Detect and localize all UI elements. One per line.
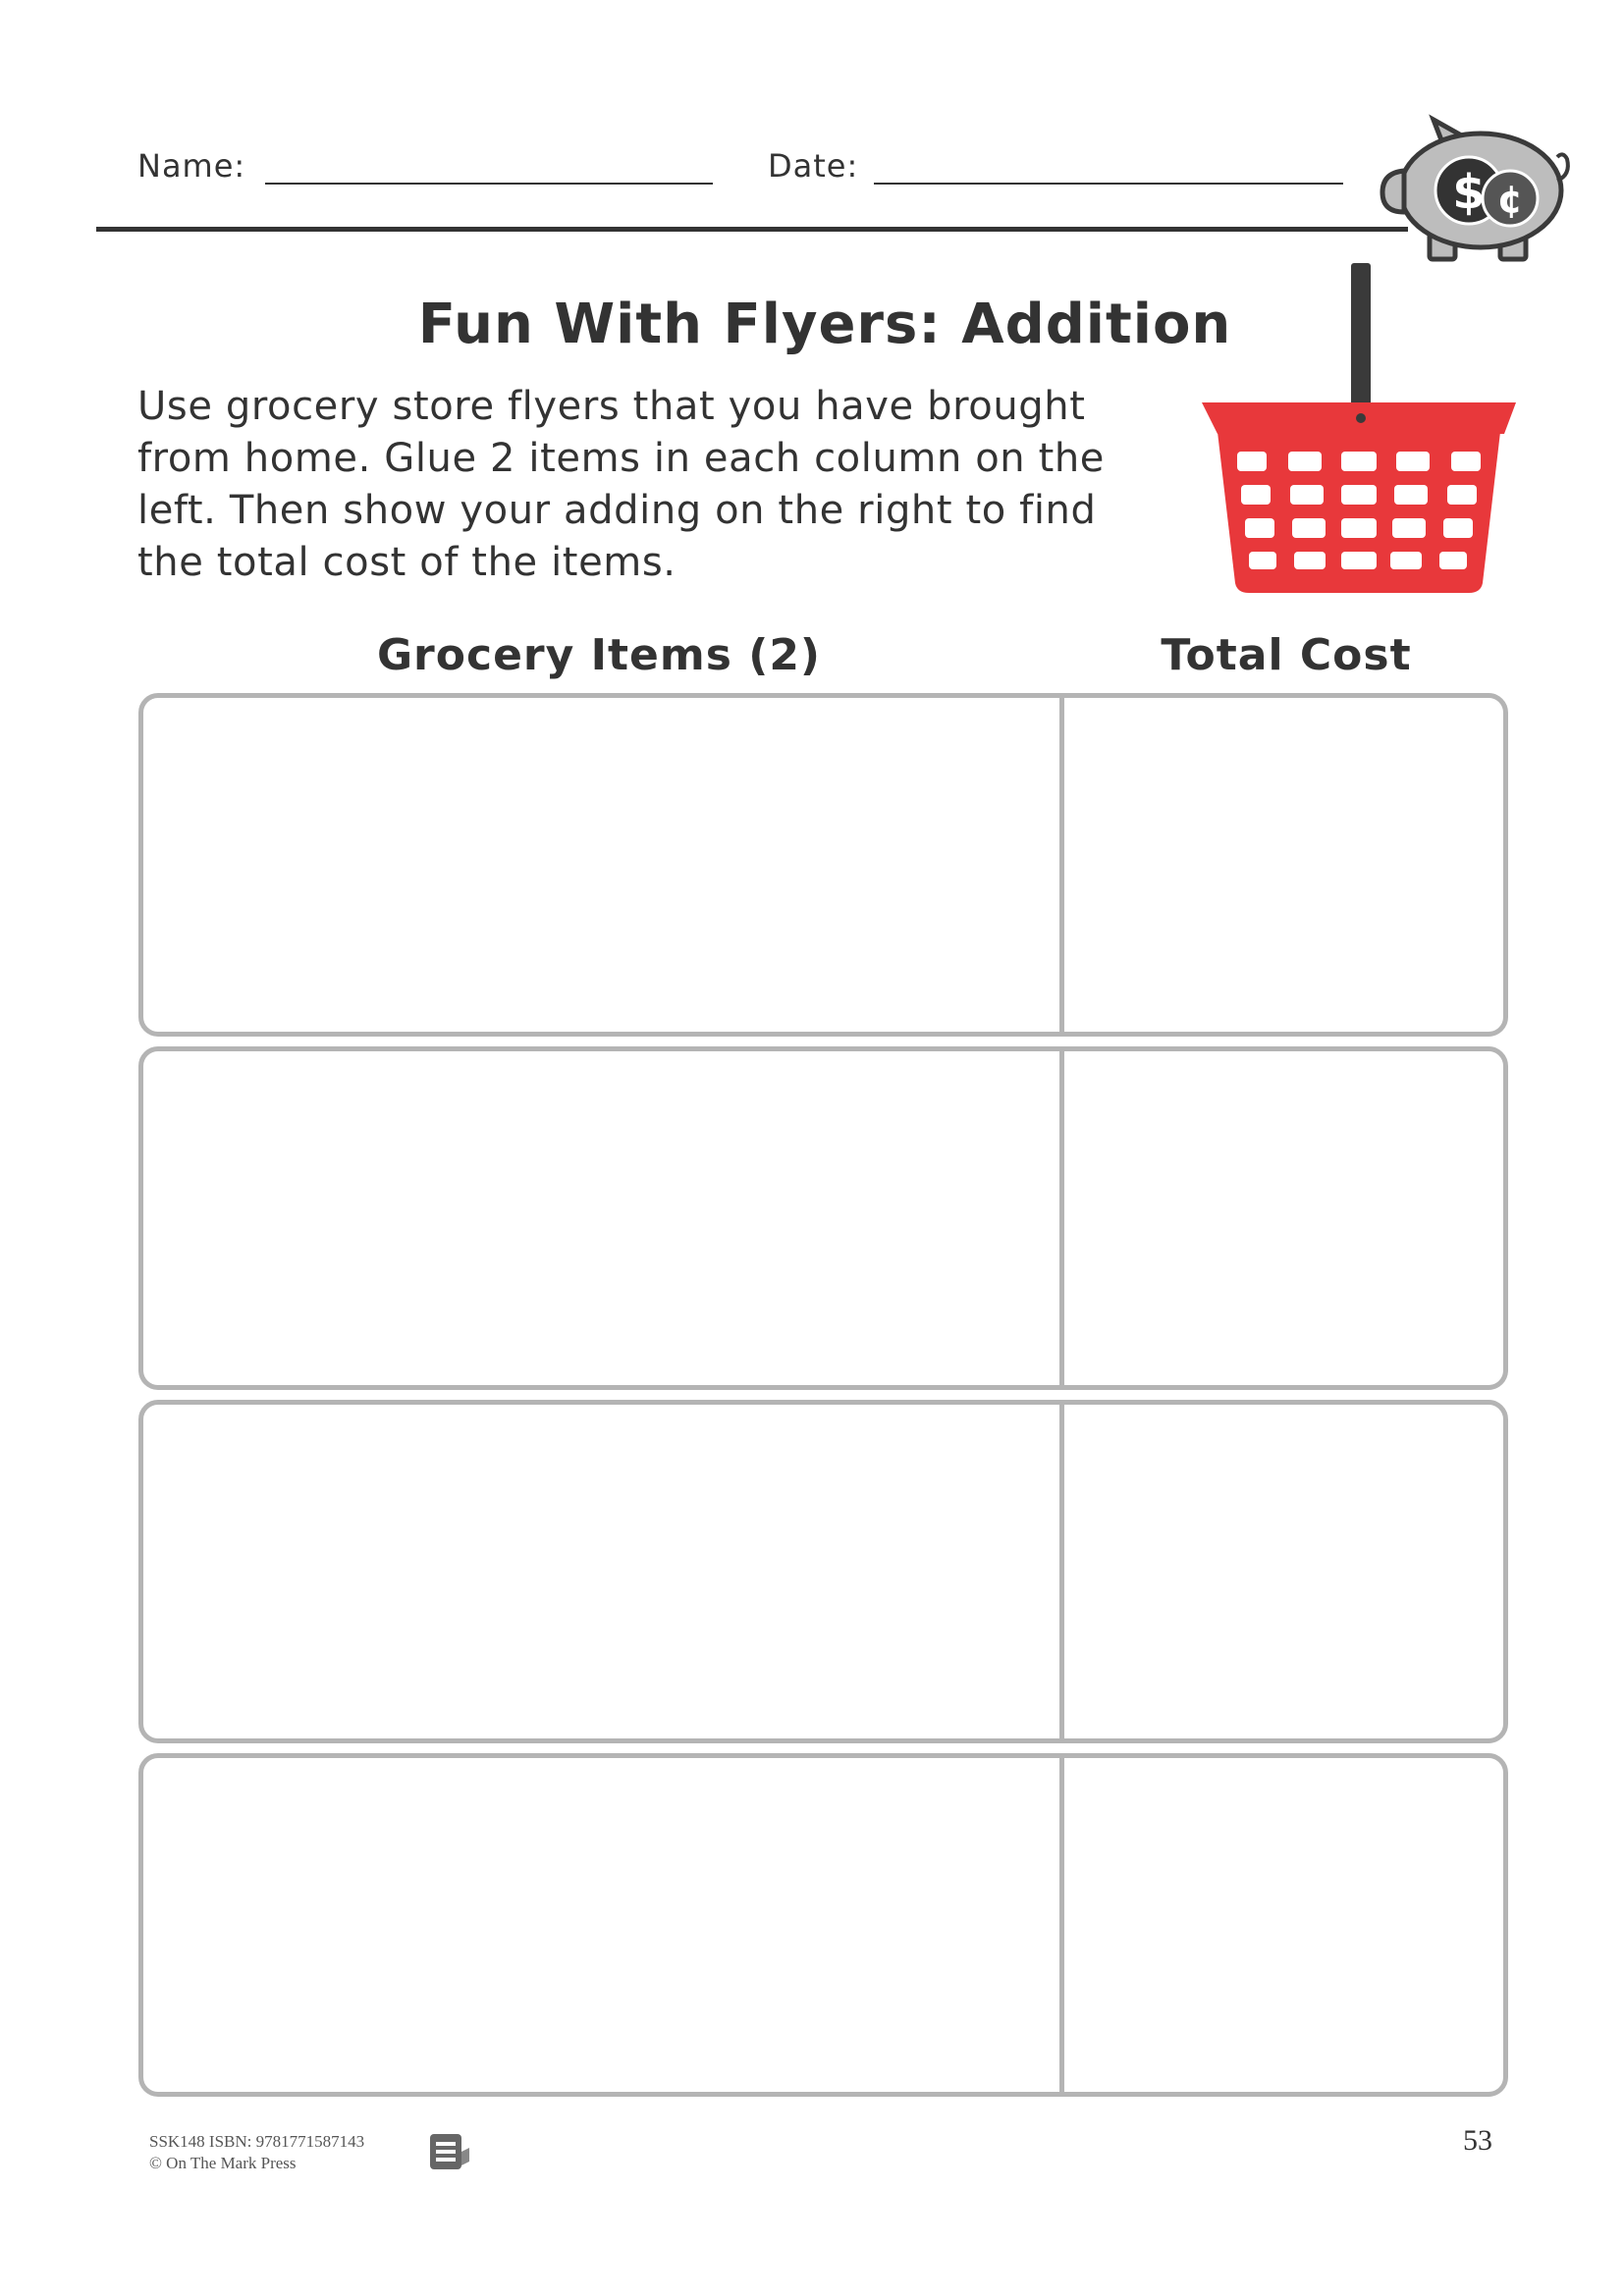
footer-copyright: © On The Mark Press [149,2154,297,2172]
piggy-dollar-symbol: $ [1452,165,1486,220]
date-input-line[interactable] [874,183,1343,185]
date-label: Date: [768,147,859,185]
total-cost-cell[interactable] [1064,1405,1503,1738]
table-row [138,693,1508,1037]
page-number: 53 [1463,2124,1492,2157]
name-input-line[interactable] [265,183,713,185]
name-label: Name: [137,147,246,185]
instructions-text: Use grocery store flyers that you have brought from home. Glue 2 items in each column on the left. Then show your adding on the right to find the total cost of the items. [137,384,1106,585]
header-rule [96,227,1408,232]
shopping-basket-icon [1194,257,1524,597]
piggy-cent-symbol: ¢ [1496,178,1524,221]
piggy-bank-icon [1375,110,1577,269]
publisher-logo-icon [428,2132,471,2171]
column-header-total-cost: Total Cost [1161,630,1412,680]
grocery-items-cell[interactable] [143,1758,1059,2092]
total-cost-cell[interactable] [1064,698,1503,1032]
page-title: Fun With Flyers: Addition [417,293,1232,356]
grocery-items-cell[interactable] [143,698,1059,1032]
footer-product-code: SSK148 ISBN: 9781771587143 [149,2132,365,2151]
table-row [138,1400,1508,1743]
total-cost-cell[interactable] [1064,1758,1503,2092]
total-cost-cell[interactable] [1064,1051,1503,1385]
grocery-items-cell[interactable] [143,1405,1059,1738]
grocery-items-cell[interactable] [143,1051,1059,1385]
table-row [138,1046,1508,1390]
column-header-grocery-items: Grocery Items (2) [376,630,822,680]
table-row [138,1753,1508,2097]
